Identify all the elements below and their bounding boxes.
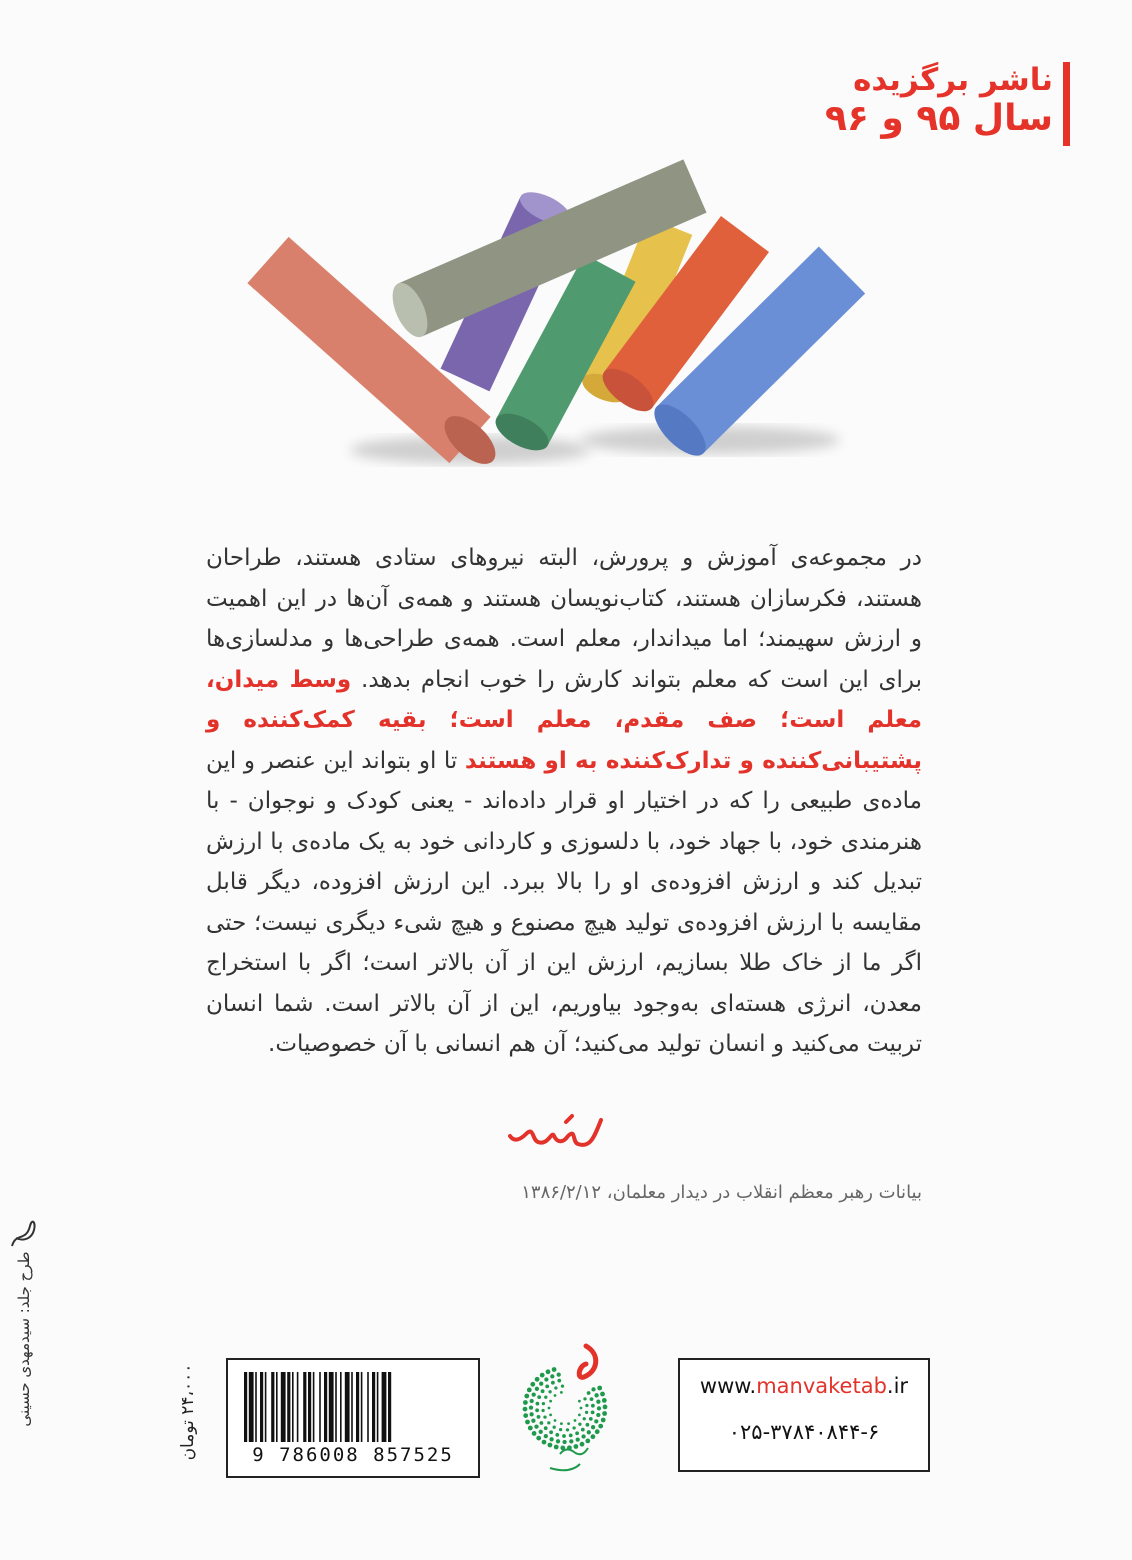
website-prefix: www. bbox=[699, 1374, 757, 1398]
publisher-award-badge bbox=[799, 62, 1070, 146]
signature-icon bbox=[506, 1108, 606, 1158]
quote-paragraph bbox=[206, 538, 922, 1065]
website-url[interactable] bbox=[680, 1374, 928, 1398]
price-label bbox=[168, 1360, 208, 1470]
barcode-bars bbox=[242, 1372, 464, 1442]
cover-design-credit bbox=[2, 1200, 46, 1500]
cover-design-credit-text: طرح جلد: سیدمهدی حسینی bbox=[15, 1251, 33, 1427]
price-text: ۲۴،۰۰۰ تومان bbox=[178, 1363, 198, 1461]
quote-text-1: در مجموعه‌ی آموزش و پرورش، البته نیروهای ستادی هستند، طراحان هستند، فکرسازان هستند، کتاب‌نویسان هستند و همه‌ی آن‌ها در این اهمیت و ارزش سهیمند؛ اما میداندار، معلم است. همه‌ی طراحی‌ها و مدلسازی‌ها برای این است که معلم بتواند کارش را خوب انجام بدهد. bbox=[206, 545, 923, 693]
badge-line-2: سال ۹۵ و ۹۶ bbox=[824, 98, 1053, 139]
isbn-barcode bbox=[226, 1358, 480, 1478]
quote-source: بیانات رهبر معظم انقلاب در دیدار معلمان، ۱۳۸۶/۲/۱۲ bbox=[521, 1182, 922, 1203]
quote-highlight: وسط میدان، معلم است؛ صف مقدم، معلم است؛ بقیه کمک‌کننده و پشتیبانی‌کننده و تدارک‌کننده به او هستند bbox=[206, 666, 922, 774]
badge-line-1: ناشر برگزیده bbox=[853, 62, 1053, 98]
barcode-digits: 9 786008 857525 bbox=[252, 1444, 454, 1466]
quote-text-2: تا او بتواند این عنصر و این ماده‌ی طبیعی را که در اختیار او قرار داده‌اند - یعنی کودک و نوجوان - با هنرمندی خود، با جهاد خود، با دلسوزی و کاردانی خود به یک ماده‌ی با ارزش تبدیل کند و ارزش افزوده‌ی او را بالا ببرد. این ارزش افزوده، دیگر قابل مقایسه با ارزش افزوده‌ی تولید هیچ مصنوع و هیچ شیء دیگری نیست؛ حتی اگر ما از خاک طلا بسازیم، ارزش این از آن بالاتر است؛ اگر با استخراج معدن، انرژی هسته‌ای به‌وجود بیاوریم، این از آن بالاتر است. شما انسان تربیت می‌کنید و انسان تولید می‌کنید؛ آن هم انسانی با آن خصوصیات. bbox=[206, 747, 922, 1057]
chalk-illustration bbox=[240, 150, 900, 480]
website-brand: manvaketab bbox=[756, 1374, 887, 1398]
phone-number: ۰۲۵-۳۷۸۴۰۸۴۴-۶ bbox=[728, 1420, 880, 1444]
publisher-logo-icon bbox=[520, 1336, 610, 1486]
website-suffix: .ir bbox=[886, 1374, 909, 1398]
contact-info-box bbox=[678, 1358, 930, 1472]
